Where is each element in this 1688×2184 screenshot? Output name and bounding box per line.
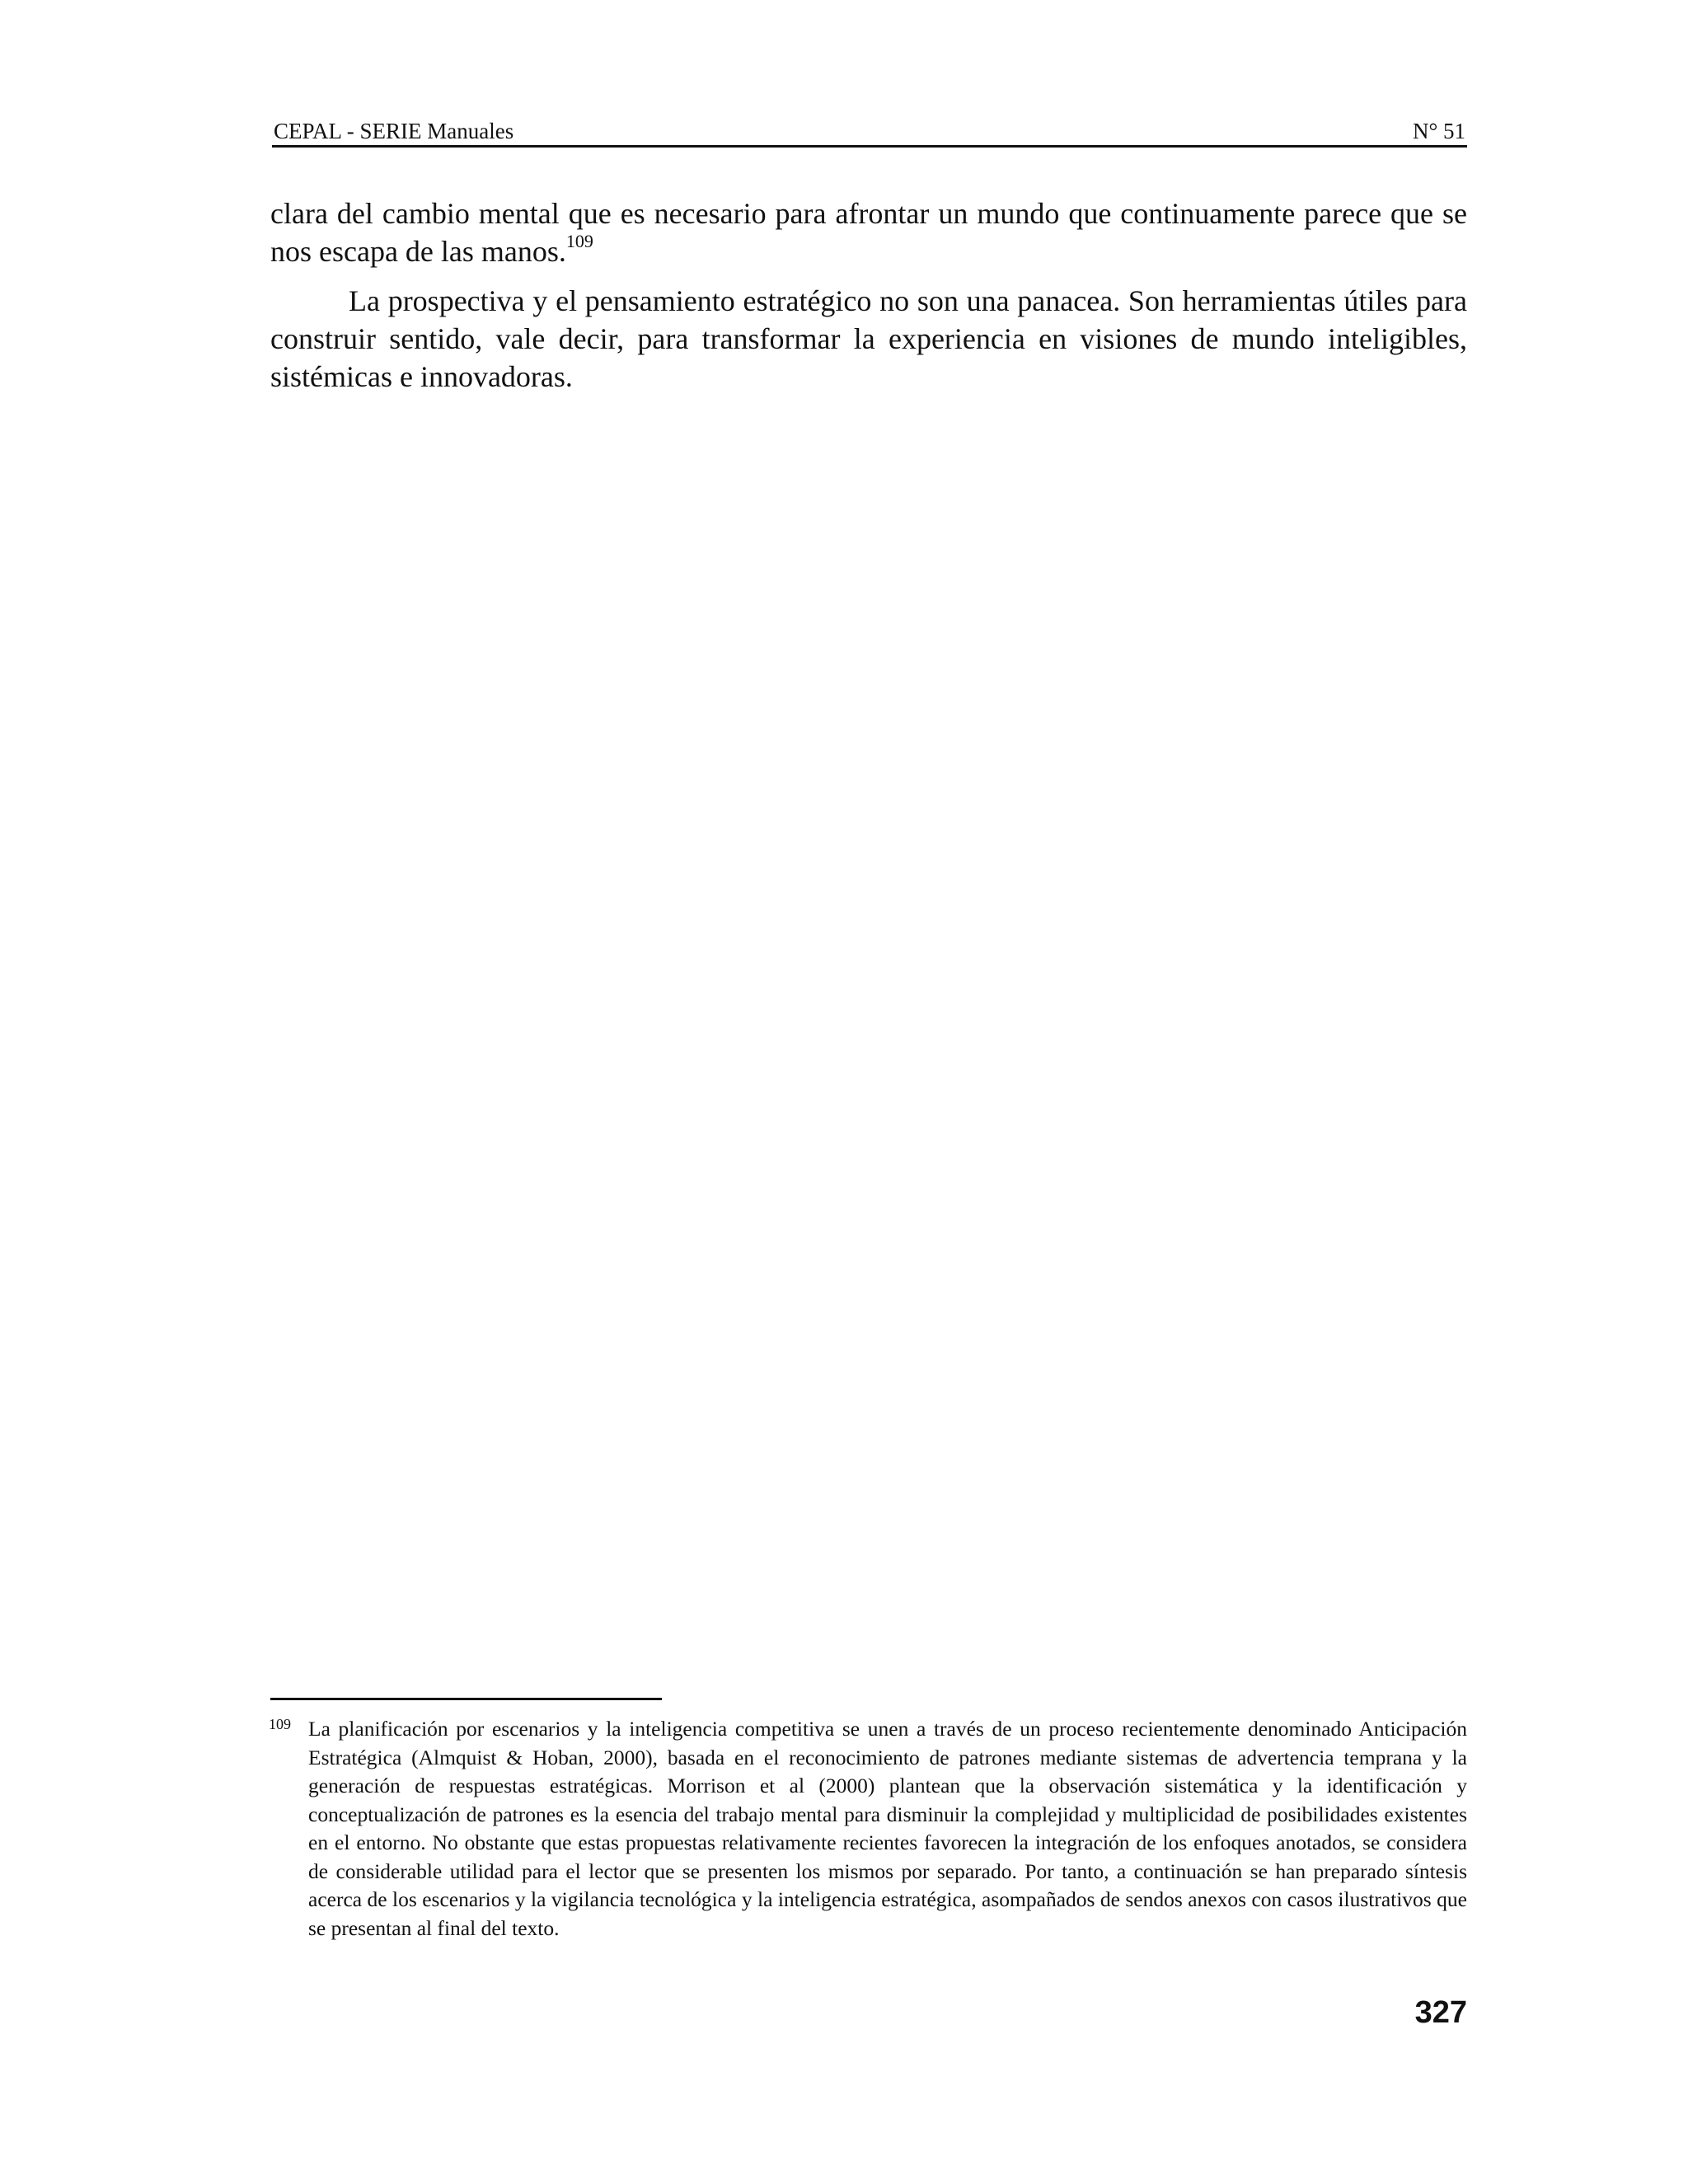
footnote-reference[interactable]: 109 [565,231,593,251]
footnote-text: La planificación por escenarios y la inteligencia competitiva se unen a través de un proceso recientemente denominado Anticipación Estratégica (Almquist & Hoban, 2000), basada en el reconocimiento de patrones mediante sistemas de advertencia temprana y la generación de respuestas estratégicas. Morrison et al (2000) plantean que la observación sistemática y la identificación y conceptualización de patrones es la esencia del trabajo mental para disminuir la complejidad y multiplicidad de posibilidades existentes en el entorno. No obstante que estas propuestas relativamente recientes favorecen la integración de los enfoques anotados, se considera de considerable utilidad para el lector que se presenten los mismos por separado. Por tanto, a continuación se han preparado síntesis acerca de los escenarios y la vigilancia tecnológica y la inteligencia estratégica, asompañados de sendos anexos con casos ilustrativos que se presentan al final del texto. [308,1717,1467,1940]
footnote-marker: 109 [269,1716,291,1732]
paragraph-continuation [270,194,1467,270]
page-number: 327 [1414,1995,1467,2030]
series-title: CEPAL - SERIE Manuales [274,119,514,143]
footnote-separator [270,1698,662,1700]
footnote [269,1715,1467,1943]
paragraph-text: La prospectiva y el pensamiento estratégico no son una panacea. Son herramientas útiles para construir sentido, vale decir, para transformar la experiencia en visiones de mundo inteligibles, sistémicas e innovadoras. [270,284,1467,393]
paragraph-text: clara del cambio mental que es necesario para afrontar un mundo que continuamente parece que se nos escapa de las manos. [270,197,1467,268]
series-number: N° 51 [1412,119,1465,143]
main-text [270,194,1467,407]
paragraph [270,282,1467,396]
running-header [272,115,1467,148]
